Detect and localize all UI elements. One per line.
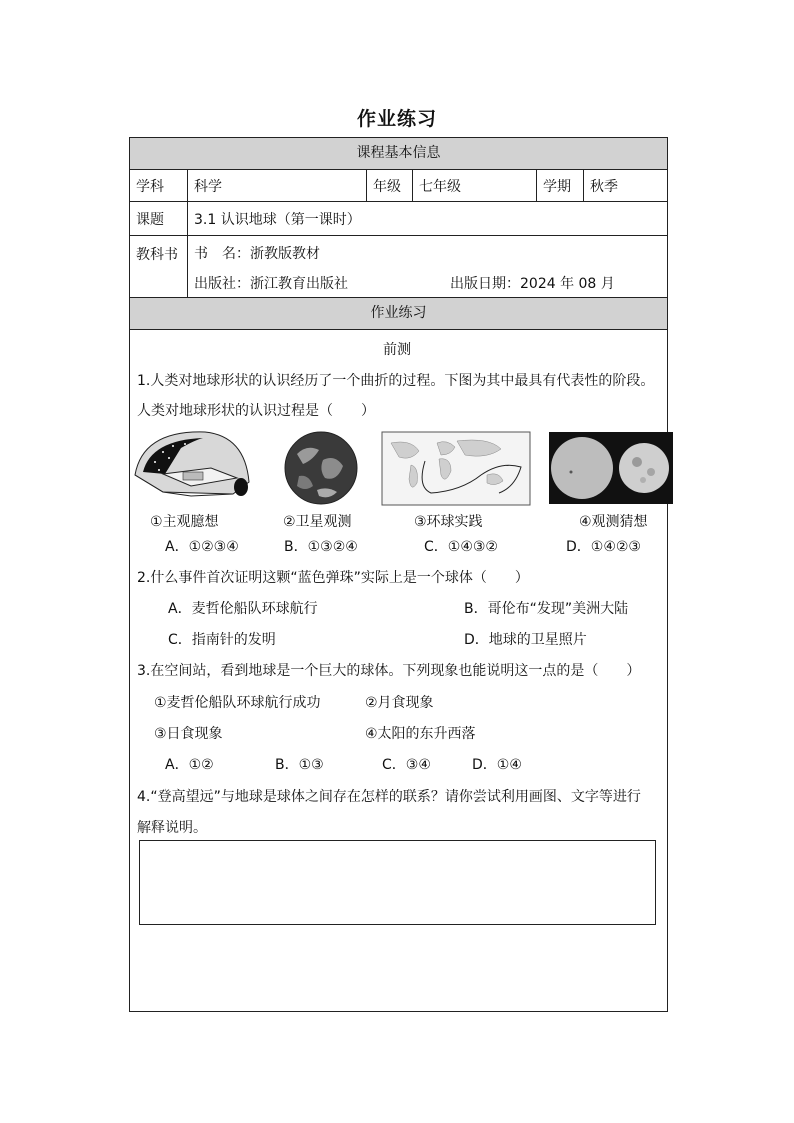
fig-caption-2: ②卫星观测 — [283, 514, 352, 530]
q1-option-d: D．①④②③ — [566, 539, 641, 555]
q1-text-line1: 1.人类对地球形状的认识经历了一个曲折的过程。下图为其中最具有代表性的阶段。 — [137, 373, 655, 389]
q3-option-a: A．①② — [165, 757, 214, 773]
q3-option-d: D．①④ — [472, 757, 522, 773]
section-title: 前测 — [383, 342, 411, 358]
sun-moon-figure — [549, 432, 673, 504]
world-voyage-map-figure — [381, 431, 531, 506]
q2-option-a: A．麦哲伦船队环球航行 — [168, 601, 318, 617]
pub-date: 出版日期：2024 年 08 月 — [450, 276, 615, 292]
fig-caption-1: ①主观臆想 — [150, 514, 219, 530]
publisher: 出版社：浙江教育出版社 — [194, 276, 348, 292]
book-name: 书 名：浙教版教材 — [194, 246, 320, 262]
q3-option-c: C．③④ — [382, 757, 431, 773]
dome-sky-figure — [133, 430, 251, 505]
info-header: 课程基本信息 — [130, 138, 667, 170]
q3-option-b: B．①③ — [275, 757, 324, 773]
textbook-info — [187, 236, 667, 297]
q1-text-line2: 人类对地球形状的认识过程是（ ） — [137, 403, 375, 419]
term-value: 秋季 — [583, 170, 667, 201]
answer-box[interactable] — [139, 840, 656, 925]
q3-item-1: ①麦哲伦船队环球航行成功 — [154, 695, 321, 711]
q2-option-d: D．地球的卫星照片 — [464, 632, 587, 648]
info-row-textbook — [130, 236, 667, 298]
q2-text: 2.什么事件首次证明这颗“蓝色弹珠”实际上是一个球体（ ） — [137, 570, 529, 586]
grade-value: 七年级 — [412, 170, 536, 201]
q1-option-b: B．①③②④ — [284, 539, 358, 555]
q4-text-line2: 解释说明。 — [137, 820, 207, 836]
exercise-header: 作业练习 — [130, 298, 667, 330]
q3-text: 3.在空间站，看到地球是一个巨大的球体。下列现象也能说明这一点的是（ ） — [137, 663, 641, 679]
topic-label: 课题 — [136, 211, 164, 228]
q2-option-b: B．哥伦布“发现”美洲大陆 — [464, 601, 629, 617]
term-label: 学期 — [536, 170, 583, 201]
q3-item-4: ④太阳的东升西落 — [365, 726, 476, 742]
fig-caption-4: ④观测猜想 — [579, 514, 648, 530]
grade-label: 年级 — [366, 170, 412, 201]
topic-value: 3.1 认识地球（第一课时） — [187, 202, 667, 235]
subject-value: 科学 — [187, 170, 366, 201]
fig-caption-3: ③环球实践 — [414, 514, 483, 530]
q1-option-c: C．①④③② — [424, 539, 498, 555]
q4-text-line1: 4.“登高望远”与地球是球体之间存在怎样的联系？请你尝试利用画图、文字等进行 — [137, 789, 641, 805]
q1-option-a: A．①②③④ — [165, 539, 239, 555]
page-title: 作业练习 — [356, 108, 437, 130]
subject-label: 学科 — [136, 178, 164, 195]
q2-option-c: C．指南针的发明 — [168, 632, 276, 648]
earth-globe-figure — [283, 430, 359, 506]
q3-item-2: ②月食现象 — [365, 695, 434, 711]
textbook-label: 教科书 — [136, 247, 178, 263]
info-row-topic — [130, 202, 667, 236]
info-row-subject — [130, 170, 667, 202]
q3-item-3: ③日食现象 — [154, 726, 223, 742]
